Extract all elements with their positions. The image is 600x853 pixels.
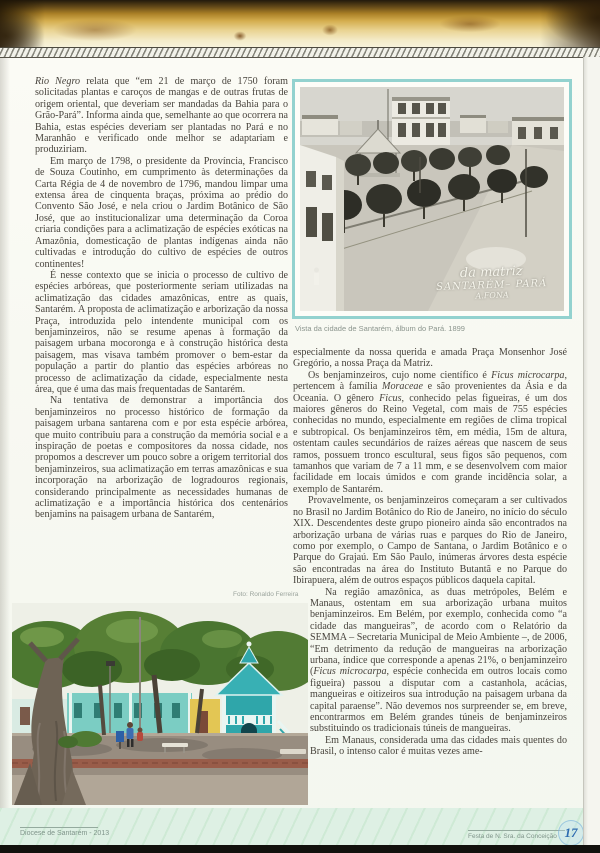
rope-border-divider [0, 47, 600, 58]
footer-right-rule [468, 830, 565, 831]
overlay-line: SANTARÉM– PARÁ [435, 278, 548, 293]
overlay-line: da matriz [459, 263, 523, 282]
article-left-column [35, 76, 288, 521]
photo-overlay-text [435, 263, 547, 302]
page-right-edge [583, 57, 600, 845]
footer-left-credit: Diocese de Santarém - 2013 [20, 830, 110, 837]
paragraph: Rio Negro relata que “em 21 de março de 1750 foram solicitadas plantas e caroços de mangas e de outras frutas de origem oriental, que deveriam ser mandadas da Bahia para o Grão-Pará”. Informa ainda que, semelhante ao que ocorrera na Bahia, estas espécies deveriam ser plantadas no Pará e no Maranhão e verificado onde melhor se adaptariam e produziriam. [35, 76, 288, 156]
paragraph: Provavelmente, os benjaminzeiros começaram a ser cultivados no Brasil no Jardim Botânico do Rio de Janeiro, no início do século XIX. Descendentes deste grupo pioneiro ainda são encontrados na arborização urbana de várias ruas e parques do Rio de Janeiro, como por exemplo, o Campo de Santana, o Jardim Botânico e o Parque do Grajaú. Em São Paulo, inúmeras árvores desta espécie são encontradas na área do Instituto Butantã e no Parque do Ibirapuera, além de outros espaços públicos daquela capital. [293, 495, 567, 587]
footer-right-label: Festa de N. Sra. da Conceição [468, 833, 557, 840]
paragraph: Na tentativa de demonstrar a importância dos benjaminzeiros no processo histórico de formação da paisagem urbana santarena com e por esta espécie arbórea, que muito contribuiu para a construção da memória social e a inspiração de poetas e compositores da nossa cidade, nos propomos a descrever um pouco sobre a origem territorial dos benjaminzeiros, sua aclimatização em terras amazônicas e sua incorporação na arborização de logradouros regionais, considerando principalmente as necessidades humanas de aclimatização e a importância histórica dos centenários benjamins na paisagem urbana de Santarém, [35, 395, 288, 521]
paragraph: É nesse contexto que se inicia o processo de cultivo de espécies arbóreas, que posteriormente seriam utilizadas na aclimatização das cidades amazônicas, entre as quais, Santarém. A proposta de aclimatização e arborização da nossa Praça, introduzida pelo intendente municipal com os benjaminzeiros, não se resume apenas à formação da paisagem urbana mocoronga e à construção histórica desta paisagem, mas visava também promover o bem-estar da população a partir do plantio das espécies arbóreas no processo de aclimatização da cidade, especialmente nesta área, que é uma das mais frequentadas de Santarém. [35, 269, 288, 395]
page-number [558, 820, 584, 846]
historic-photo [292, 79, 572, 319]
paragraph: Em Manaus, considerada uma das cidades mais quentes do Brasil, o intenso calor é muitas vezes ame- [310, 734, 567, 758]
historic-photo-caption: Vista da cidade de Santarém, álbum do Pará. 1899 [295, 324, 465, 333]
page-left-shadow [0, 57, 10, 845]
plaza-photo-credit: Foto: Ronaldo Ferreira [233, 591, 299, 598]
paragraph: Em março de 1798, o presidente da Província, Francisco de Souza Coutinho, em cumprimento às determinações da Carta Régia de 4 de novembro de 1796, mandou limpar uma extensa área de cinquenta braças, próxima ao prédio do Convento São José, e nela criou o Jardim Botânico de São José, que ao institucionalizar uma determinação da Coroa criaria condições para a aclimatização de espécies exóticas na Amazônia, domesticação de plantas indígenas ainda não cultivadas e introdução do cultivo de espécies de outros continentes! [35, 155, 288, 270]
paragraph: Na região amazônica, as duas metrópoles, Belém e Manaus, ostentam em sua arborização urbana muitos benjaminzeiros. Em Belém, por exemplo, conhecida como “a cidade das mangueiras”, de acordo com o Relatório da SEMMA – Secretaria Municipal de Meio Ambiente –, de 2006, “Em detrimento da redução de mangueiras na arborização urbana, índice que corresponde a apenas 21%, o benjaminzeiro (Ficus microcarpa, espécie conhecida em outros locais como figueira) passou a disputar com a castanhola, acácias, mangueiras e oitizeiros sua introdução na paisagem urbana da capital paraense”. Não devemos nos surpreender se, em breve, encontrarmos em Belém grandes túneis de benjaminzeiros substituindo os tradicionais túneis de mangueiras. [310, 586, 568, 735]
paragraph: Os benjaminzeiros, cujo nome científico é Ficus microcarpa, pertencem à família Moraceae e são provenientes da Ásia e da Oceania. O gênero Ficus, conhecido pelas figueiras, é um dos maiores gêneros do Reino Vegetal, com mais de 755 espécies conhecidas no mundo, especialmente em regiões de clima tropical e subtropical. Os benjaminzeiros têm, em média, 15m de altura, ostentam caules secundários de raízes aéreas que nascem de seus ramos, possuem tronco escultural, seus figos são pequenos, com tamanhos que variam de 7 a 11 mm, e se desenvolvem com maior facilidade em locais úmidos e com grande incidência solar, a exemplo de Santarém. [293, 369, 568, 495]
page-number-value: 17 [564, 825, 578, 840]
footer-left-rule [20, 827, 98, 828]
plaza-photo [12, 603, 308, 805]
overlay-line: A.FONA [475, 290, 509, 301]
plaza-photo-illustration [12, 603, 308, 805]
article-right-column [293, 347, 567, 787]
paragraph: especialmente da nossa querida e amada Praça Monsenhor José Gregório, a nossa Praça da Matriz. [293, 347, 567, 370]
scan-bottom-edge [0, 845, 600, 853]
aged-paper-edge [0, 0, 600, 52]
